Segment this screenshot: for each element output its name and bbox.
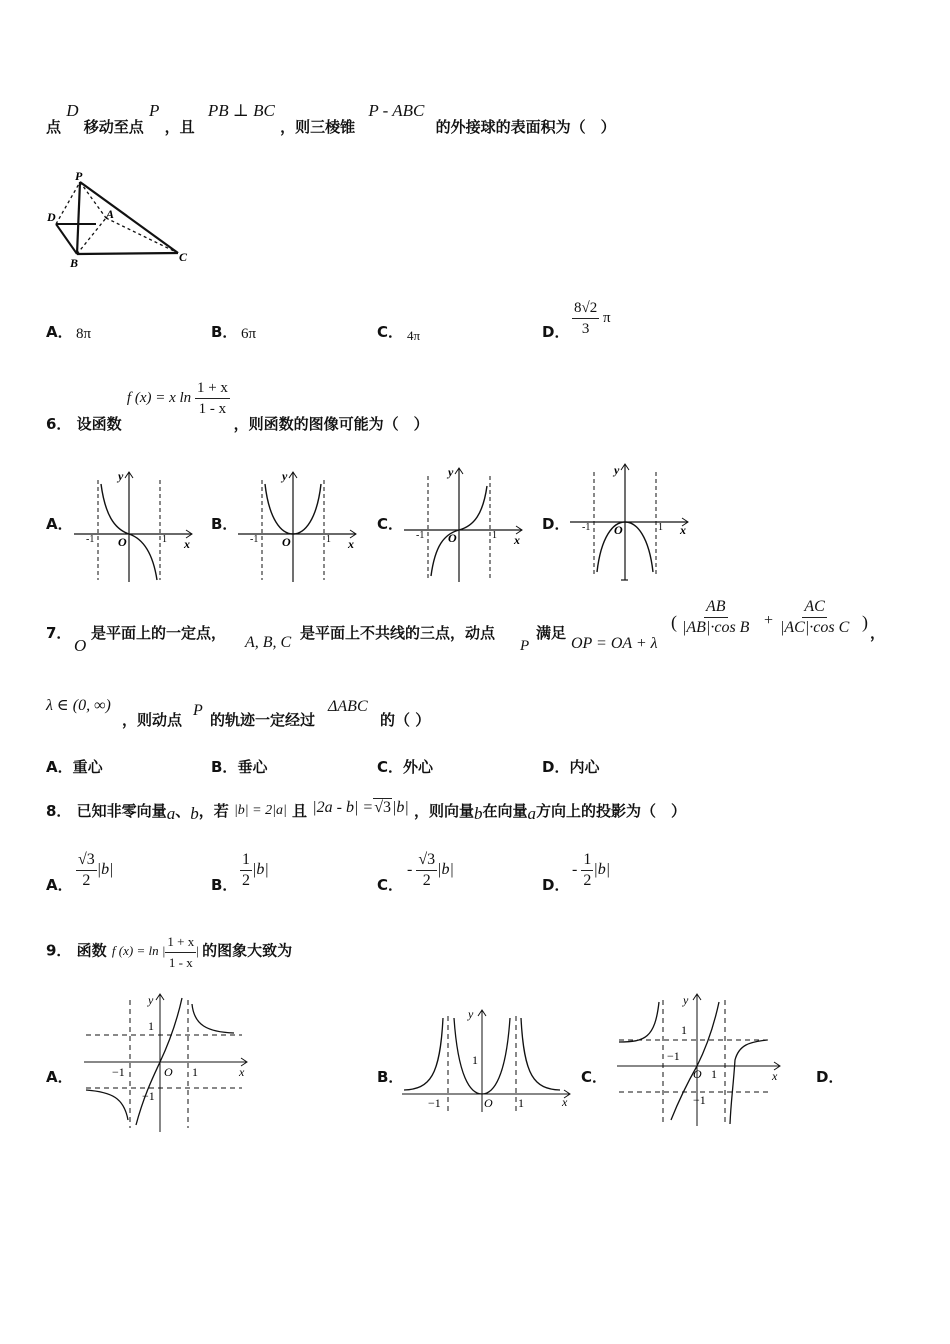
q6d-neg1: -1 <box>582 522 591 533</box>
q6-frac-num: 1 + x <box>195 378 230 399</box>
q5-text-1: 点 <box>46 118 62 136</box>
q6a-o: O <box>118 535 127 549</box>
q6-option-c-label[interactable]: C． <box>377 515 404 533</box>
q5-option-c-value: 4π <box>407 328 421 343</box>
q8-option-b-value <box>240 850 269 891</box>
q8-option-a-value <box>76 850 114 891</box>
q8-option-c-label[interactable]: C． <box>377 876 404 894</box>
q9-option-a-label[interactable]: A． <box>46 1068 73 1086</box>
q7-math-p: P <box>520 638 530 654</box>
q7-option-a[interactable] <box>46 756 103 777</box>
q9b-pos1: 1 <box>518 1096 524 1110</box>
q8-text-4: ，则向量 <box>414 802 475 820</box>
q6a-neg1: -1 <box>86 534 95 545</box>
q7-number: 7． <box>46 624 72 642</box>
q8-b2: b <box>474 804 483 823</box>
q9-option-d-label[interactable]: D． <box>816 1068 844 1086</box>
q9-number: 9． <box>46 941 72 960</box>
q7-text-1: 是平面上的一定点， <box>91 624 227 642</box>
q6c-y: y <box>448 465 454 479</box>
q8-d-den: 2 <box>583 872 592 889</box>
q6-text-2: ，则函数的图像可能为（ ） <box>233 414 429 433</box>
q7-option-c-text: 外心 <box>403 758 434 776</box>
q5-label-d: D <box>47 210 56 224</box>
q6b-y: y <box>282 469 288 483</box>
q6-text-1: 设函数 <box>76 414 122 433</box>
q6-graph-c[interactable] <box>402 464 527 584</box>
q9c-pos1: 1 <box>711 1067 717 1081</box>
q5-option-c-label[interactable]: C． <box>377 323 404 341</box>
q7-option-a-text: 重心 <box>72 758 103 776</box>
q7-math-abc: A, B, C <box>245 634 292 651</box>
q5-text-3: ，且 <box>164 118 195 136</box>
q6-graph-b[interactable] <box>236 464 361 584</box>
q8-a-num: √3 <box>76 850 97 871</box>
q6c-neg1: -1 <box>416 530 425 541</box>
q7-text-2: 是平面上不共线的三点，动点 <box>300 624 496 642</box>
q9-graph-c[interactable] <box>615 990 785 1130</box>
q5-pyramid-figure <box>44 168 204 273</box>
q5-math-d: D <box>66 101 79 120</box>
q8-d-num: 1 <box>581 850 593 871</box>
q8-cond-2c: |b| <box>391 799 409 816</box>
q8-b-den: 2 <box>242 872 250 889</box>
q6-graph-a[interactable] <box>72 464 197 584</box>
q9-text-1: 函数 <box>76 941 107 960</box>
q8-cond-1: |b| = 2|a| <box>233 803 287 818</box>
q7-paren-left: ( <box>671 612 677 632</box>
q6b-pos1: 1 <box>326 534 331 545</box>
q6a-pos1: 1 <box>162 534 167 545</box>
q9a-yneg1: −1 <box>142 1089 155 1103</box>
q5-text-5: 的外接球的表面积为（ ） <box>435 118 616 136</box>
q6b-x: x <box>348 537 354 551</box>
q9-frac-num: 1 + x <box>165 932 196 953</box>
q5-math-perp: PB ⊥ BC <box>207 101 275 120</box>
q7-comma: ， <box>870 624 886 642</box>
q7-equation: OP = OA + λ <box>571 635 658 652</box>
q5-label-a: A <box>106 207 115 221</box>
q7-math-p2: P <box>193 702 203 719</box>
q6-function <box>126 380 234 417</box>
q7-option-c[interactable] <box>377 756 433 777</box>
q9-text-2: 的图象大致为 <box>202 941 293 960</box>
q5-option-b-label[interactable]: B． <box>211 323 238 341</box>
q8-cond-2a: |2a - b| = <box>312 799 374 816</box>
q7-paren-right: ) <box>862 612 868 632</box>
q8-b-tail: |b| <box>252 861 269 879</box>
q6b-o: O <box>282 535 291 549</box>
q8-a: a <box>166 804 176 823</box>
q7-lambda: λ ∈ (0, ∞) <box>46 697 111 714</box>
q8-c-sign: - <box>407 861 413 879</box>
q8-a-den: 2 <box>82 872 91 889</box>
q9a-x: x <box>239 1065 245 1079</box>
q5-option-a-label[interactable]: A． <box>46 323 73 341</box>
q9-graph-a[interactable] <box>82 990 252 1135</box>
q9-option-b-label[interactable]: B． <box>377 1068 404 1086</box>
q9a-neg1: −1 <box>112 1065 125 1079</box>
q5-math-p: P <box>149 101 160 120</box>
q9c-o: O <box>693 1067 702 1081</box>
q6d-x: x <box>680 523 686 537</box>
q5-label-c: C <box>179 250 188 264</box>
q5-label-p: P <box>75 169 83 183</box>
q5-option-b-value: 6π <box>241 326 257 342</box>
q8-text-6: 方向上的投影为（ ） <box>536 802 687 820</box>
q9-bar: | <box>196 943 199 959</box>
q8-text-3: 且 <box>292 802 308 820</box>
q8-option-b-label[interactable]: B． <box>211 876 238 894</box>
q7-text-3: 满足 <box>536 624 567 642</box>
q9a-pos1: 1 <box>192 1065 198 1079</box>
q5-option-d-value <box>572 298 611 339</box>
q8-text-2: ，若 <box>198 802 229 820</box>
q7-option-b-label: B． <box>211 758 238 776</box>
q5-label-b: B <box>70 256 79 270</box>
q7-fraction-ac <box>778 597 851 638</box>
q6-number: 6． <box>46 414 72 433</box>
q7-text-6: 的（ ） <box>380 711 431 729</box>
q6-fx: f (x) = x ln <box>126 389 192 406</box>
q6c-pos1: 1 <box>492 530 497 541</box>
q9-frac-den: 1 - x <box>168 955 193 970</box>
q7-option-d-label: D． <box>542 758 570 776</box>
q9c-neg1: −1 <box>667 1049 680 1063</box>
q6a-y: y <box>118 469 124 483</box>
q5-d-den: 3 <box>581 321 590 337</box>
q6-option-d-label[interactable]: D． <box>542 515 570 533</box>
q7-text-4: ，则动点 <box>122 711 183 729</box>
q5-d-pi: π <box>602 309 611 326</box>
q6d-o: O <box>614 523 623 537</box>
q7-f1-num: AB <box>704 597 728 618</box>
q7-triangle: ΔABC <box>328 698 368 715</box>
q9a-y: y <box>148 993 154 1007</box>
q6-option-b-label[interactable]: B． <box>211 515 238 533</box>
q7-option-b[interactable] <box>211 756 267 777</box>
q8-stem <box>46 800 686 821</box>
q8-option-a-label[interactable]: A． <box>46 876 73 894</box>
q6c-x: x <box>514 533 520 547</box>
q7-fraction-ab <box>680 597 751 638</box>
q9-option-c-label[interactable]: C． <box>581 1068 608 1086</box>
q7-option-d-text: 内心 <box>569 758 600 776</box>
q6-graph-d[interactable] <box>568 460 693 584</box>
q8-text-5: 在向量 <box>482 802 528 820</box>
q7-option-b-text: 垂心 <box>237 758 268 776</box>
q7-option-a-label: A． <box>46 758 73 776</box>
q9-graph-b[interactable] <box>400 1006 575 1116</box>
q5-stem <box>46 100 616 140</box>
q6b-neg1: -1 <box>250 534 259 545</box>
q5-option-d-label[interactable]: D． <box>542 323 570 341</box>
q9-function <box>111 934 202 970</box>
q7-f1-den: |AB|·cos B <box>682 619 750 636</box>
q6d-pos1: 1 <box>658 522 663 533</box>
q8-a-tail: |b| <box>96 861 114 879</box>
q6-frac-den: 1 - x <box>198 401 227 417</box>
q8-c-tail: |b| <box>437 861 454 879</box>
q8-b: b <box>190 804 199 823</box>
q7-math-o: O <box>74 636 87 655</box>
q8-c-den: 2 <box>422 872 431 889</box>
q8-dun: 、 <box>175 802 191 820</box>
q9a-y1: 1 <box>148 1019 154 1033</box>
q7-plus: + <box>764 612 774 629</box>
q9c-y1: 1 <box>681 1023 687 1037</box>
q5-option-a-value: 8π <box>76 326 92 342</box>
q9b-x: x <box>562 1095 568 1109</box>
q6-stem <box>46 378 429 433</box>
q8-option-d-label[interactable]: D． <box>542 876 570 894</box>
q9a-o: O <box>164 1065 173 1079</box>
q8-b-num: 1 <box>240 850 252 871</box>
q9b-y: y <box>468 1007 474 1021</box>
q6-option-a-label[interactable]: A． <box>46 515 73 533</box>
q9b-y1: 1 <box>472 1053 478 1067</box>
q7-f2-den: |AC|·cos C <box>780 619 850 636</box>
q8-text-1: 已知非零向量 <box>76 802 167 820</box>
q5-text-2: 移动至点 <box>83 118 144 136</box>
q5-math-pyramid: P - ABC <box>368 101 425 120</box>
q9c-yneg1: −1 <box>693 1093 706 1107</box>
q7-option-d[interactable] <box>542 756 599 777</box>
q6d-y: y <box>614 463 620 477</box>
q9c-y: y <box>683 993 689 1007</box>
q8-c-num: √3 <box>416 850 437 871</box>
q8-cond-2b: √3 <box>374 799 391 816</box>
q9-stem <box>46 932 292 973</box>
q8-option-d-value <box>572 850 610 891</box>
q8-d-tail: |b| <box>593 861 611 879</box>
q8-d-sign: - <box>572 861 578 879</box>
q7-f2-num: AC <box>802 597 826 618</box>
q8-a2: a <box>527 804 537 823</box>
q7-option-c-label: C． <box>377 758 404 776</box>
q6c-o: O <box>448 531 457 545</box>
q6a-x: x <box>184 537 190 551</box>
q9b-o: O <box>484 1096 493 1110</box>
q5-text-4: ，则三棱锥 <box>280 118 356 136</box>
q8-number: 8． <box>46 802 72 820</box>
q9c-x: x <box>772 1069 778 1083</box>
q9b-neg1: −1 <box>428 1096 441 1110</box>
q5-d-num: 8√2 <box>572 298 599 319</box>
q7-text-5: 的轨迹一定经过 <box>210 711 316 729</box>
q9-fx: f (x) = ln | <box>111 943 166 959</box>
q8-option-c-value <box>407 850 454 891</box>
